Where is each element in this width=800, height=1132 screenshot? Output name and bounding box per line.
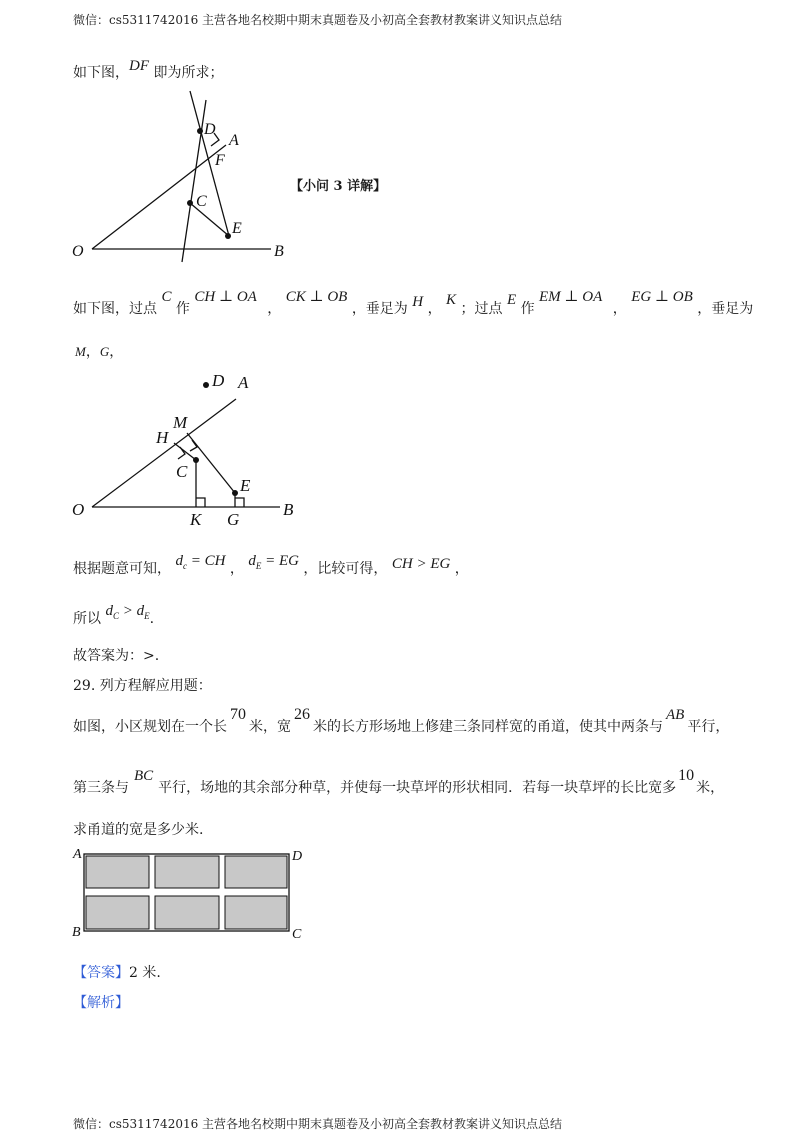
right-angle-mark-h: [178, 447, 185, 459]
point-d: [203, 382, 209, 388]
label-d: D: [204, 121, 216, 138]
page-footer: 微信：cs5311742016 主营各地名校期中期末真题卷及小初高全套教材教案讲义知识点总结: [73, 1117, 563, 1131]
label-m: M: [173, 413, 188, 432]
label-c: C: [196, 193, 207, 210]
segment-ch: [174, 443, 196, 460]
figure-1-angle-diagram: [68, 85, 288, 265]
answer-tag: 【答案】: [73, 965, 129, 981]
final-answer-line: 故答案为：>.: [73, 648, 160, 664]
point-d: [197, 128, 203, 134]
label-a: A: [229, 132, 239, 149]
label-e: E: [240, 476, 251, 495]
question-29-line-2: 第三条与BC平行，场地的其余部分种草，并使每一块草坪的形状相同．若每一块草坪的长比宽多10米，: [73, 767, 725, 796]
point-e: [225, 233, 231, 239]
lawn-2: [155, 856, 219, 888]
answer-line: 【答案】2 米.: [73, 965, 161, 981]
ray-oa: [92, 399, 236, 507]
answer-line-df: 如下图，DF 即为所求；: [73, 58, 224, 81]
page-header: 微信：cs5311742016 主营各地名校期中期末真题卷及小初高全套教材教案讲义知识点总结: [73, 13, 563, 27]
conclusion-line: 所以 $d_C > d_E$.: [73, 603, 155, 627]
label-k: K: [190, 510, 202, 529]
label-h: H: [156, 428, 169, 447]
lawn-1: [86, 856, 149, 888]
label-b: B: [274, 243, 284, 260]
construction-text: 如下图，过点 C 作 CH ⊥ OA ， CK ⊥ OB ，垂足为 H ， K ；过点 E 作 EM ⊥ OA ， EG ⊥ OB ，垂足为: [73, 289, 754, 317]
label-e: E: [232, 220, 242, 237]
label-c: C: [176, 462, 188, 481]
label-d: D: [292, 849, 303, 864]
point-c: [187, 200, 193, 206]
question-29-title: 29. 列方程解应用题：: [73, 678, 212, 694]
label-b: B: [72, 925, 81, 940]
point-c: [193, 457, 199, 463]
sub-question-3-heading: 【小问 3 详解】: [290, 179, 387, 194]
right-angle-mark-g: [235, 498, 244, 507]
lawn-3: [225, 856, 287, 888]
lawn-6: [225, 896, 287, 929]
line-df: [182, 100, 206, 262]
label-c: C: [292, 927, 302, 942]
label-f: F: [215, 152, 225, 169]
label-d: D: [212, 371, 225, 390]
lawn-4: [86, 896, 149, 929]
label-a: A: [73, 847, 82, 862]
question-29-line-1: 如图，小区规划在一个长70米，宽26米的长方形场地上修建三条同样宽的甬道，使其中两条与AB平行，: [73, 706, 730, 735]
figure-2-perpendiculars: [68, 368, 308, 533]
right-angle-mark-k: [196, 498, 205, 507]
figure-3-field: [68, 845, 313, 945]
point-e: [232, 490, 238, 496]
label-a: A: [238, 373, 249, 392]
label-g: G: [227, 510, 240, 529]
distance-comparison: 根据题意可知， $d_c$ = CH ， $d_E$ = EG ，比较可得， CH > EG ，: [73, 553, 469, 577]
analysis-tag: 【解析】: [73, 995, 129, 1011]
label-o: O: [72, 243, 84, 260]
construction-text-cont: M，G，: [75, 344, 124, 360]
lawn-5: [155, 896, 219, 929]
question-29-line-3: 求甬道的宽是多少米.: [73, 822, 204, 838]
right-angle-mark-m: [190, 440, 197, 451]
label-o: O: [72, 500, 85, 519]
label-b: B: [283, 500, 294, 519]
